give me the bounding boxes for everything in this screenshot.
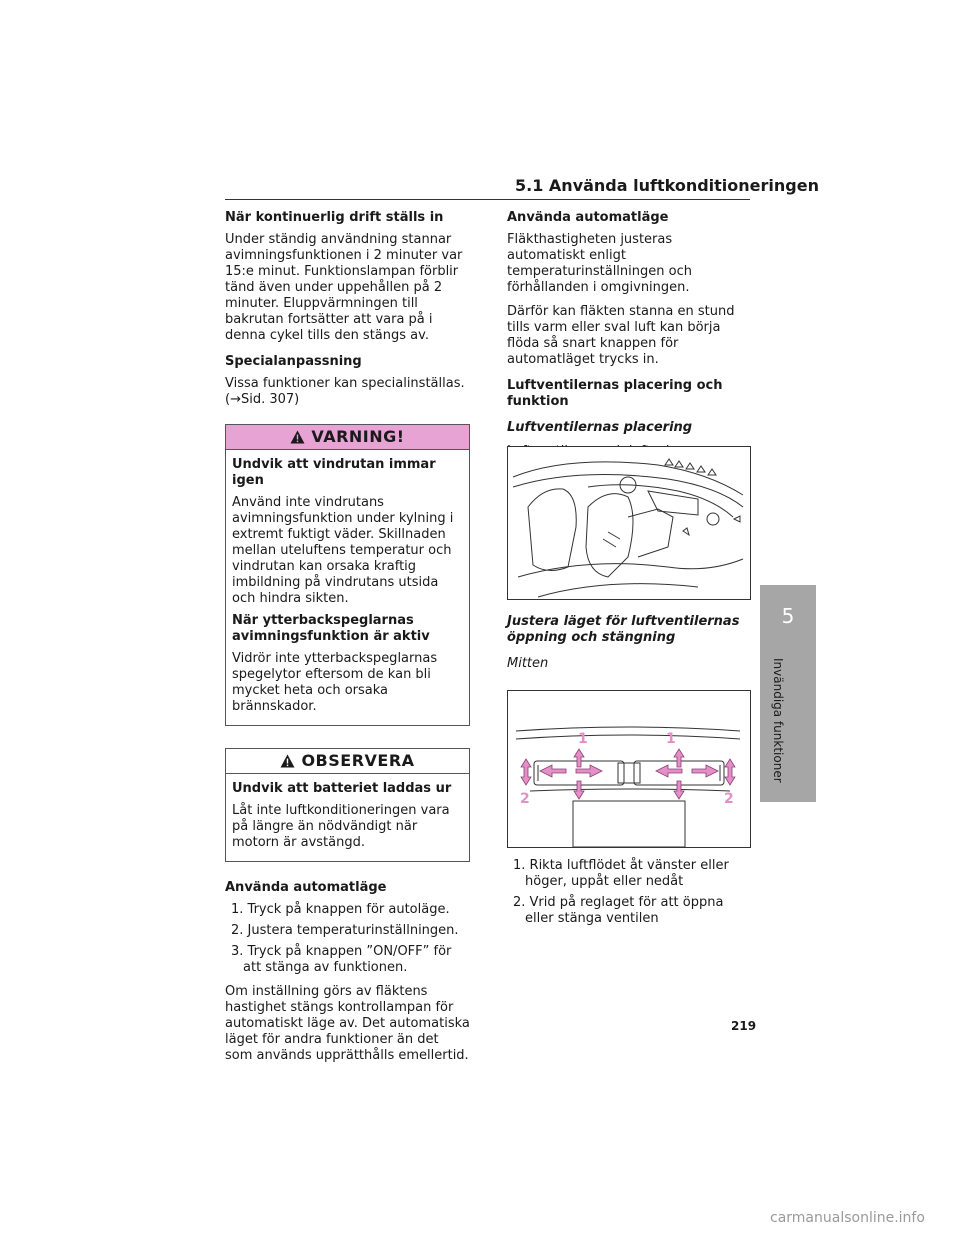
section-heading: När kontinuerlig drift ställs in (225, 210, 444, 225)
section-heading: Använda automatläge (225, 880, 387, 895)
warning-title: VARNING! (311, 427, 405, 446)
notice-heading: Undvik att batteriet laddas ur (232, 781, 452, 796)
warning-text: Använd inte vindrutans avimningsfunktion under kylning i extremt fuktigt väder. Skillnaden mellan uteluftens temperatur och vindrutan kan orsaka kraftig imbildning på vindrutans utsida och hindra sikten. (232, 495, 454, 606)
paragraph: Fläkthastigheten justeras automatiskt enligt temperaturinställningen och förhållanden i omgivningen. (507, 232, 692, 295)
warning-heading: Undvik att vindrutan immar igen (232, 457, 436, 488)
chapter-label: Invändiga funktioner (771, 658, 785, 783)
list-item: 1. Rikta luftflödet åt vänster eller höger, uppåt eller nedåt (513, 858, 729, 889)
paragraph: Under ständig användning stannar avimningsfunktionen i 2 minuter var 15:e minut. Funktionslampan förblir tänd även under uppehållen på 2 minuter. Eluppvärmningen till bakrutan fortsätter att vara på i denna cykel tills den stängs av. (225, 232, 463, 343)
notice-text: Låt inte luftkonditioneringen vara på längre än nödvändigt när motorn är avstängd. (232, 803, 450, 850)
left-column (225, 210, 470, 1072)
figure-label: Mitten (507, 656, 549, 671)
section-heading: Använda automatläge (507, 210, 669, 225)
paragraph: Därför kan fläkten stanna en stund tills varm eller sval luft kan börja flöda så snart knappen för automatläget trycks in. (507, 304, 735, 367)
section-heading: Specialanpassning (225, 354, 362, 369)
right-column-mid (507, 614, 752, 680)
callout-2-left: 2 (520, 791, 530, 807)
caution-icon (280, 754, 295, 768)
car-interior-illustration (508, 447, 750, 599)
warning-heading: När ytterbackspeglarnas avimningsfunktion är aktiv (232, 613, 430, 644)
callout-1-right: 1 (666, 731, 676, 747)
notice-header (226, 749, 469, 774)
subsection-heading: Justera läget för luftventilernas öppning och stängning (507, 614, 740, 645)
paragraph: Om inställning görs av fläktens hastighet stängs kontrollampan för automatiskt läge av. Det automatiska läget för andra funktioner än det som används upprätthålls emellertid. (225, 984, 470, 1063)
notice-box (225, 748, 470, 862)
warning-box (225, 424, 470, 726)
vent-placement-figure (507, 446, 751, 600)
list-item: 2. Vrid på reglaget för att öppna eller stänga ventilen (513, 895, 724, 926)
right-column-top (507, 210, 752, 484)
list-item: 2. Justera temperaturinställningen. (231, 923, 459, 938)
center-vents-illustration (508, 691, 750, 847)
subsection-heading: Luftventilernas placering (507, 420, 693, 435)
header-rule (225, 199, 750, 200)
warning-header (226, 425, 469, 450)
chapter-number-tab: 5 (760, 585, 816, 647)
center-vents-figure (507, 690, 751, 848)
paragraph: Vissa funktioner kan specialinställas. (→Sid. 307) (225, 376, 465, 407)
warning-icon (290, 430, 305, 444)
page-number: 219 (731, 1019, 757, 1033)
watermark: carmanualsonline.info (770, 1210, 925, 1226)
page-header-title: 5.1 Använda luftkonditioneringen (515, 176, 819, 195)
notice-title: OBSERVERA (301, 751, 415, 770)
list-item: 1. Tryck på knappen för autoläge. (231, 902, 450, 917)
callout-1-left: 1 (578, 731, 588, 747)
chapter-side-bar (760, 647, 816, 802)
right-column-bottom (507, 858, 752, 932)
section-heading: Luftventilernas placering och funktion (507, 378, 723, 409)
warning-text: Vidrör inte ytterbackspeglarnas spegelytor eftersom de kan bli mycket heta och orsaka brännskador. (232, 651, 438, 714)
callout-2-right: 2 (724, 791, 734, 807)
list-item: 3. Tryck på knappen ”ON/OFF” för att stänga av funktionen. (231, 944, 452, 975)
